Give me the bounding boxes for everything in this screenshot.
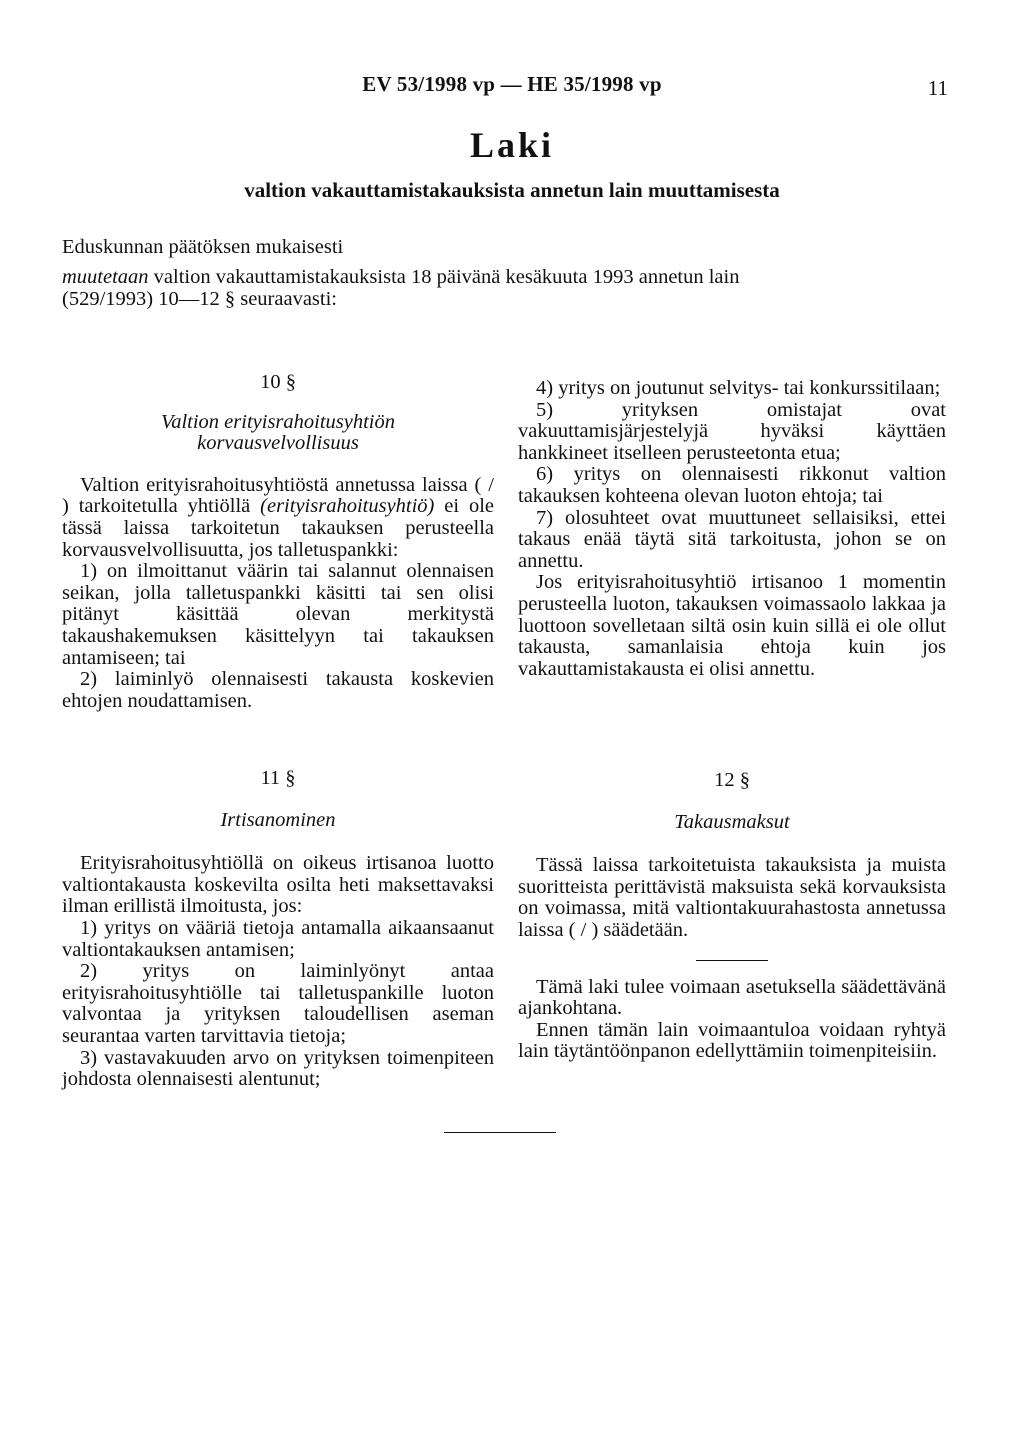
page-number: 11	[927, 76, 948, 100]
section-paragraph	[62, 475, 494, 561]
end-divider	[444, 1132, 556, 1133]
section-paragraph: Tässä laissa tarkoitetuista takauksista ja muista suoritteista perittävistä maksuista sekä korvauksista on voimassa, mitä valtiontakuurahastosta annetussa laissa ( / ) säädetään.	[518, 854, 946, 941]
intro-line-1: Eduskunnan päätöksen mukaisesti	[62, 236, 344, 258]
list-item: 7) olosuhteet ovat muuttuneet sellaisiksi, ettei takaus enää täytä sitä tarkoitusta, johon se on annettu.	[518, 506, 946, 572]
paragraph-text: ei ole tässä laissa tarkoitetun takauksen perusteella korvausvelvollisuutta, jos talletuspankki:	[62, 495, 494, 561]
section-11	[62, 768, 494, 1091]
list-item: 5) yrityksen omistajat ovat vakuuttamisjärjestelyjä hyväksi käyttäen hankkineet itselleen perusteetonta etua;	[518, 398, 946, 464]
paragraph-text: Valtion erityisrahoitusyhtiöstä annetussa laissa ( / ) tarkoitetulla yhtiöllä	[62, 473, 494, 518]
list-item: 1) on ilmoittanut väärin tai salannut olennaisen seikan, jolla talletuspankki käsitti tai sen olisi pitänyt käsittää olevan merkitystä takaushakemuksen käsittelyyn tai takauksen antamiseen; tai	[62, 560, 494, 669]
list-item: 4) yritys on joutunut selvitys- tai konkurssitilaan;	[536, 377, 941, 399]
intro-line-2-rest: valtion vakauttamistakauksista 18 päivänä kesäkuuta 1993 annetun lain	[148, 266, 740, 288]
paragraph-italic-term: (erityisrahoitusyhtiö)	[260, 495, 435, 518]
section-divider	[696, 960, 768, 961]
section-12	[518, 770, 946, 1063]
section-number: 12 §	[714, 769, 750, 791]
closing-paragraph: Tämä laki tulee voimaan asetuksella säädettävänä ajankohtana.	[518, 975, 946, 1020]
intro-line-2	[62, 266, 952, 288]
list-item: 3) vastavakuuden arvo on yrityksen toimenpiteen johdosta olennaisesti alentunut;	[62, 1046, 494, 1091]
law-title: Laki	[469, 125, 555, 165]
section-10	[62, 372, 494, 712]
closing-paragraph: Ennen tämän lain voimaantuloa voidaan ryhtyä lain täytäntöönpanon edellyttämiin toimenpiteisiin.	[518, 1018, 946, 1063]
section-number: 10 §	[260, 371, 296, 393]
law-subtitle: valtion vakauttamistakauksista annetun lain muuttamisesta	[244, 178, 780, 202]
section-paragraph: Jos erityisrahoitusyhtiö irtisanoo 1 momentin perusteella luoton, takauksen voimassaolo lakkaa ja luottoon sovelletaan siltä osin kuin sillä ei ole ollut takausta, samanlaisia ehtoja kuin jos vakauttamistakausta ei olisi annettu.	[518, 571, 946, 680]
list-item: 2) yritys on laiminlyönyt antaa erityisrahoitusyhtiölle tai talletuspankille luoton valvontaa ja yrityksen taloudellisen aseman seurantaa varten tarvittavia tietoja;	[62, 960, 494, 1047]
list-item: 2) laiminlyö olennaisesti takausta koskevien ehtojen noudattamisen.	[62, 668, 494, 712]
list-item: 6) yritys on olennaisesti rikkonut valtion takauksen kohteena olevan luoton ehtoja; tai	[518, 463, 946, 507]
section-heading: Valtion erityisrahoitusyhtiön korvausvelvollisuus	[160, 410, 396, 455]
intro-line-3: (529/1993) 10—12 § seuraavasti:	[62, 288, 337, 310]
section-paragraph: Erityisrahoitusyhtiöllä on oikeus irtisanoa luotto valtiontakausta koskevilta osilta heti maksettavaksi ilman erillistä ilmoitusta, jos:	[62, 852, 494, 918]
section-10-continued	[518, 378, 946, 680]
running-header: EV 53/1998 vp — HE 35/1998 vp	[362, 72, 662, 96]
section-heading: Irtisanominen	[220, 808, 336, 831]
intro-italic-word: muutetaan	[62, 266, 149, 288]
section-heading: Takausmaksut	[674, 810, 790, 833]
section-number: 11 §	[260, 767, 296, 789]
list-item: 1) yritys on vääriä tietoja antamalla aikaansaanut valtiontakauksen antamisen;	[62, 916, 494, 961]
